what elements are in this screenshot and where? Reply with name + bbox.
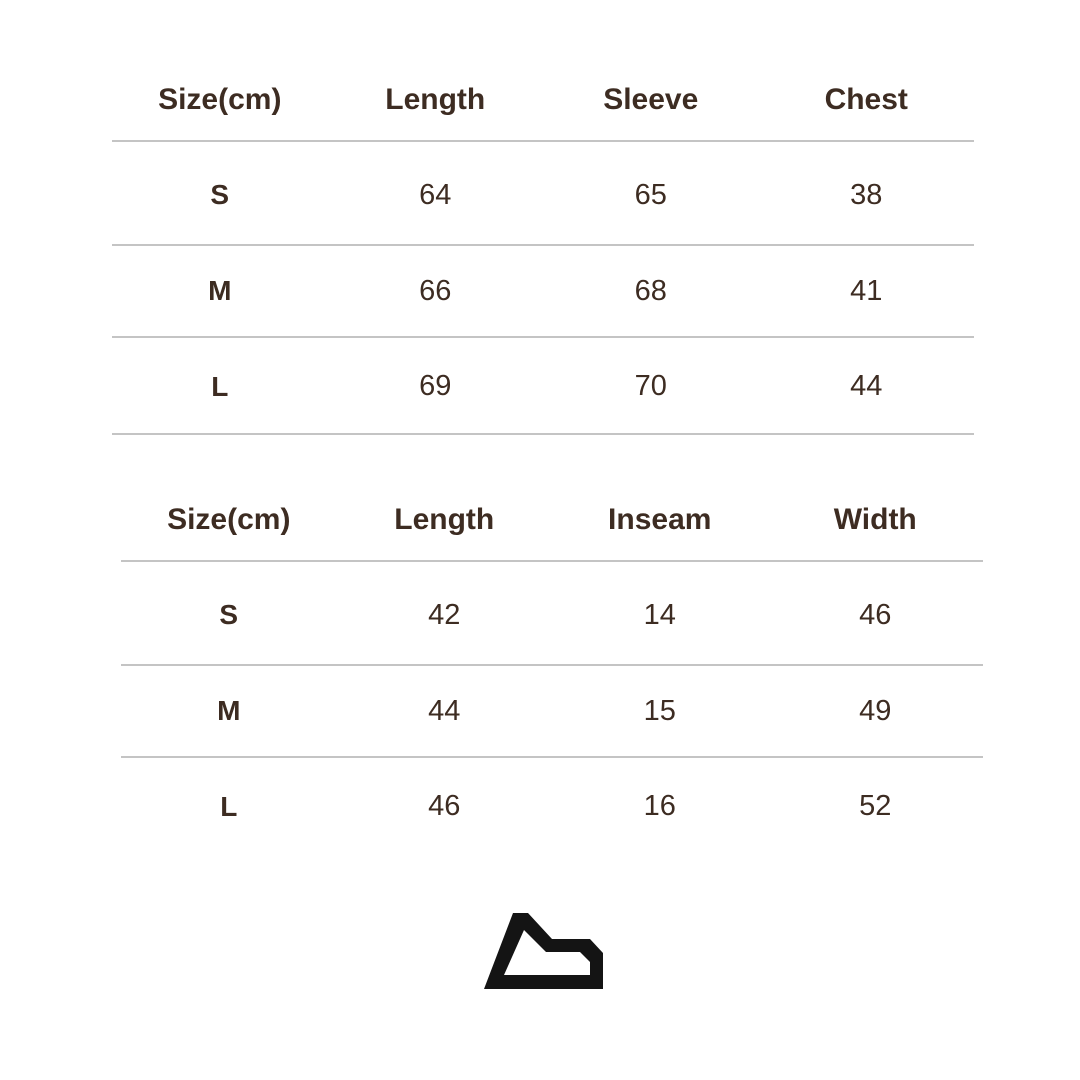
inseam-value: 15 — [552, 665, 768, 757]
sleeve-value: 68 — [543, 245, 759, 337]
table-row — [121, 665, 983, 757]
table-row — [112, 337, 974, 434]
width-value: 46 — [768, 561, 984, 665]
inseam-value: 14 — [552, 561, 768, 665]
size-label: S — [112, 141, 328, 245]
chest-value: 44 — [759, 337, 975, 434]
size-label: L — [112, 337, 328, 434]
bottom-size-table — [121, 480, 983, 853]
table-header-row — [121, 480, 983, 561]
sleeve-value: 70 — [543, 337, 759, 434]
width-value: 52 — [859, 790, 892, 822]
inseam-value: 16 — [643, 790, 676, 822]
chest-value: 41 — [759, 245, 975, 337]
length-value: 69 — [328, 337, 544, 434]
size-label: M — [112, 245, 328, 337]
column-header-size: Size(cm) — [112, 60, 328, 141]
length-value: 46 — [428, 790, 461, 822]
table-row — [112, 141, 974, 245]
length-value: 66 — [328, 245, 544, 337]
column-header-inseam: Inseam — [552, 480, 768, 561]
column-header-size: Size(cm) — [121, 480, 337, 561]
top-size-table — [112, 60, 974, 435]
length-value: 64 — [328, 141, 544, 245]
table-row — [112, 245, 974, 337]
sleeve-value: 65 — [543, 141, 759, 245]
column-header-sleeve: Sleeve — [543, 60, 759, 141]
table-row — [121, 561, 983, 665]
size-label: S — [121, 561, 337, 665]
column-header-length: Length — [337, 480, 553, 561]
length-value: 44 — [337, 665, 553, 757]
column-header-chest: Chest — [759, 60, 975, 141]
chest-value: 38 — [759, 141, 975, 245]
size-label: L — [220, 790, 238, 822]
column-header-length: Length — [328, 60, 544, 141]
column-header-width: Width — [768, 480, 984, 561]
table-row — [121, 757, 983, 853]
brand-logo-icon — [482, 912, 604, 990]
size-label: M — [121, 665, 337, 757]
brand-logo-shape — [484, 913, 603, 989]
length-value: 42 — [337, 561, 553, 665]
width-value: 49 — [768, 665, 984, 757]
table-header-row — [112, 60, 974, 141]
